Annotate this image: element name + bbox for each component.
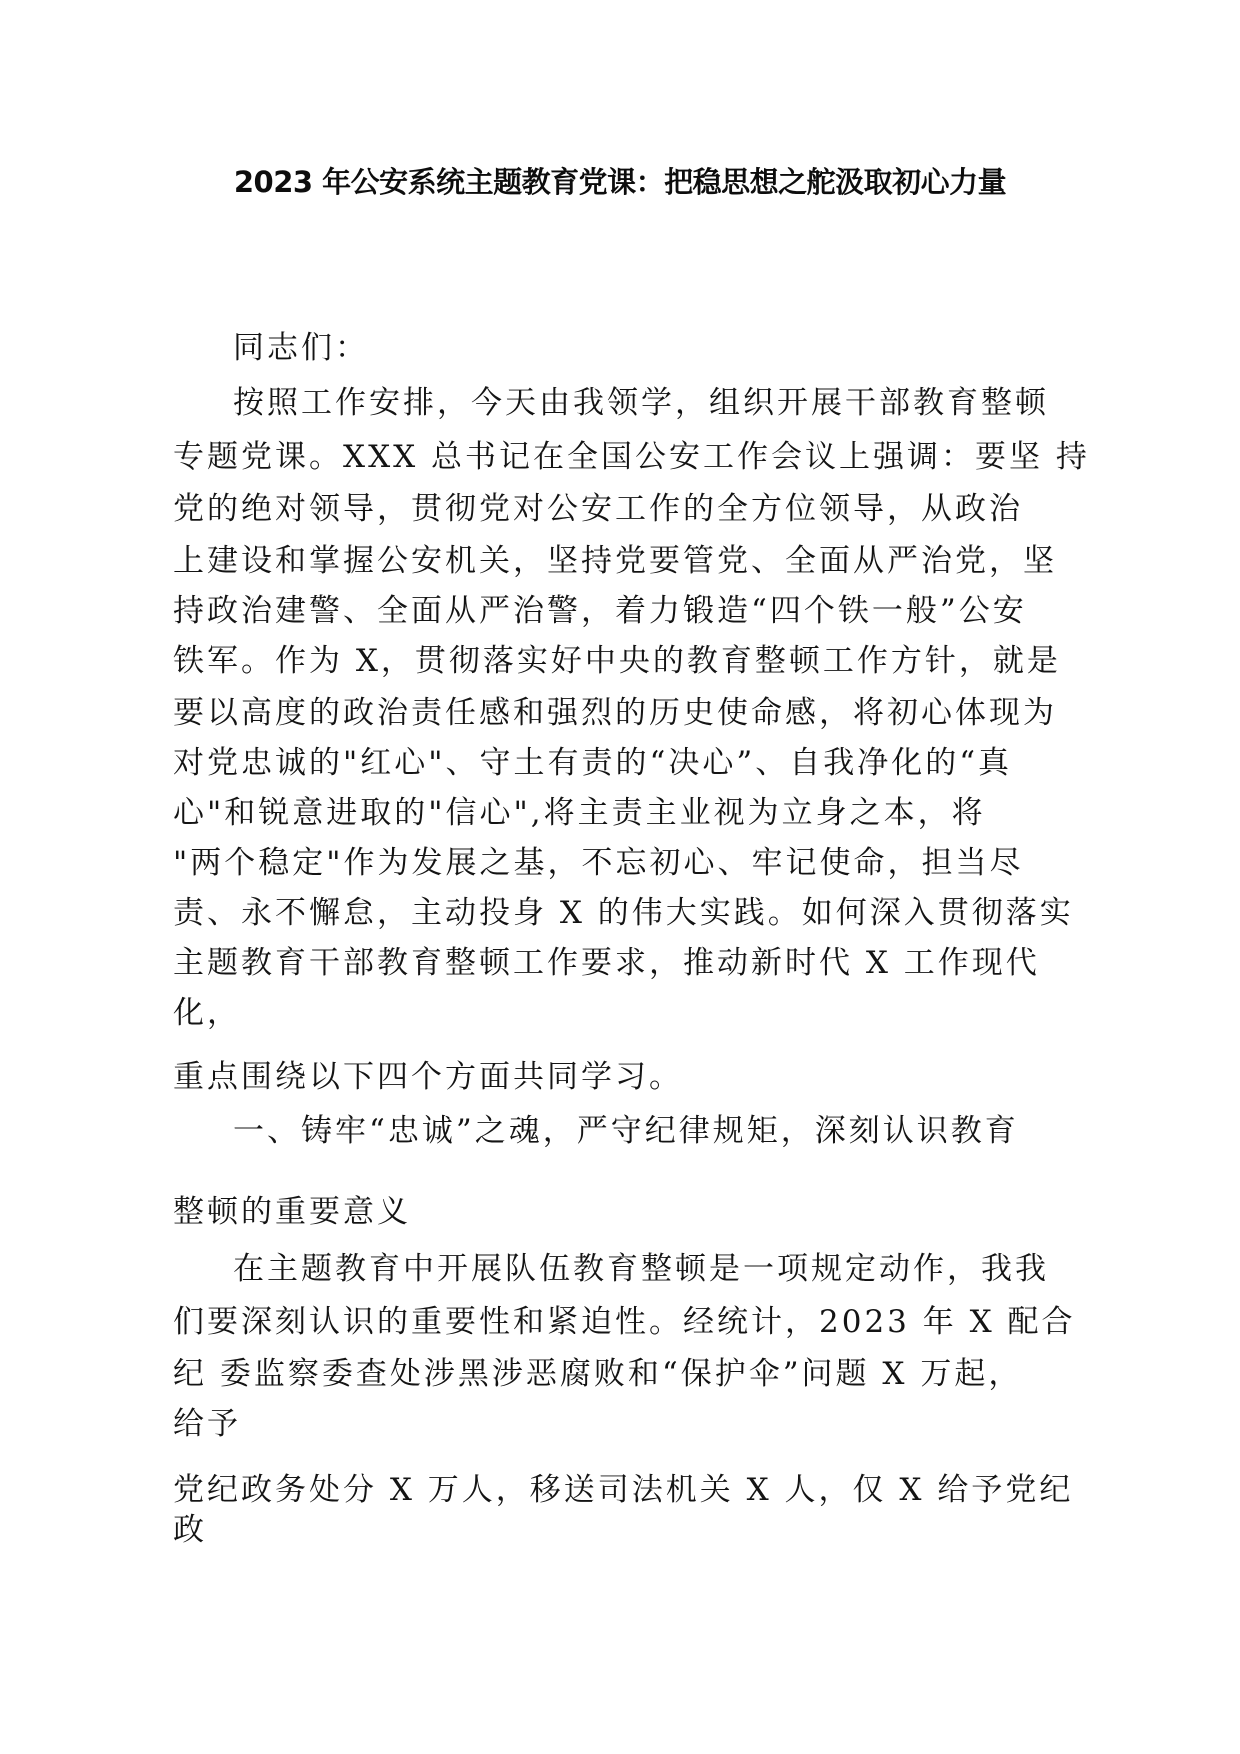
paragraph-line: 重点围绕以下四个方面共同学习。 [173,1059,683,1095]
paragraph-line: 党纪政务处分 X 万人，移送司法机关 X 人，仅 X 给予党纪 [173,1472,1074,1508]
paragraph-line: 给予 [173,1406,241,1442]
section-heading: 整顿的重要意义 [173,1194,411,1230]
paragraph-line: "两个稳定"作为发展之基，不忘初心、牢记使命，担当尽 [173,845,1024,881]
salutation: 同志们： [233,330,369,366]
paragraph-line: 上建设和掌握公安机关，坚持党要管党、全面从严治党，坚 [173,543,1057,579]
paragraph-line: 心"和锐意进取的"信心",将主责主业视为立身之本，将 [173,795,986,831]
paragraph-line: 专题党课。XXX 总书记在全国公安工作会议上强调：要坚 持 [173,439,1090,475]
paragraph-line: 主题教育干部教育整顿工作要求，推动新时代 X 工作现代 [173,945,1040,981]
paragraph-line: 纪 委监察委查处涉黑涉恶腐败和“保护伞”问题 X 万起， [173,1356,1023,1392]
paragraph-line: 要以高度的政治责任感和强烈的历史使命感，将初心体现为 [173,695,1057,731]
document-title: 2023 年公安系统主题教育党课：把稳思想之舵汲取初心力量 [233,165,1007,199]
paragraph-line: 们要深刻认识的重要性和紧迫性。经统计，2023 年 X 配合 [173,1304,1076,1340]
paragraph-line: 在主题教育中开展队伍教育整顿是一项规定动作，我我 [233,1251,1049,1287]
paragraph-line: 党的绝对领导，贯彻党对公安工作的全方位领导，从政治 [173,491,1023,527]
paragraph-line: 铁军。作为 X，贯彻落实好中央的教育整顿工作方针，就是 [173,643,1061,679]
paragraph-line: 化， [173,995,241,1031]
paragraph-line: 政 [173,1512,207,1548]
paragraph-line: 持政治建警、全面从严治警，着力锻造“四个铁一般”公安 [173,593,1027,629]
section-heading: 一、铸牢“忠诚”之魂，严守纪律规矩，深刻认识教育 [233,1113,1019,1149]
paragraph-line: 对党忠诚的"红心"、守土有责的“决心”、自我净化的“真 [173,745,1013,781]
paragraph-line: 按照工作安排，今天由我领学，组织开展干部教育整顿 [233,385,1049,421]
paragraph-line: 责、永不懈怠，主动投身 X 的伟大实践。如何深入贯彻落实 [173,895,1074,931]
